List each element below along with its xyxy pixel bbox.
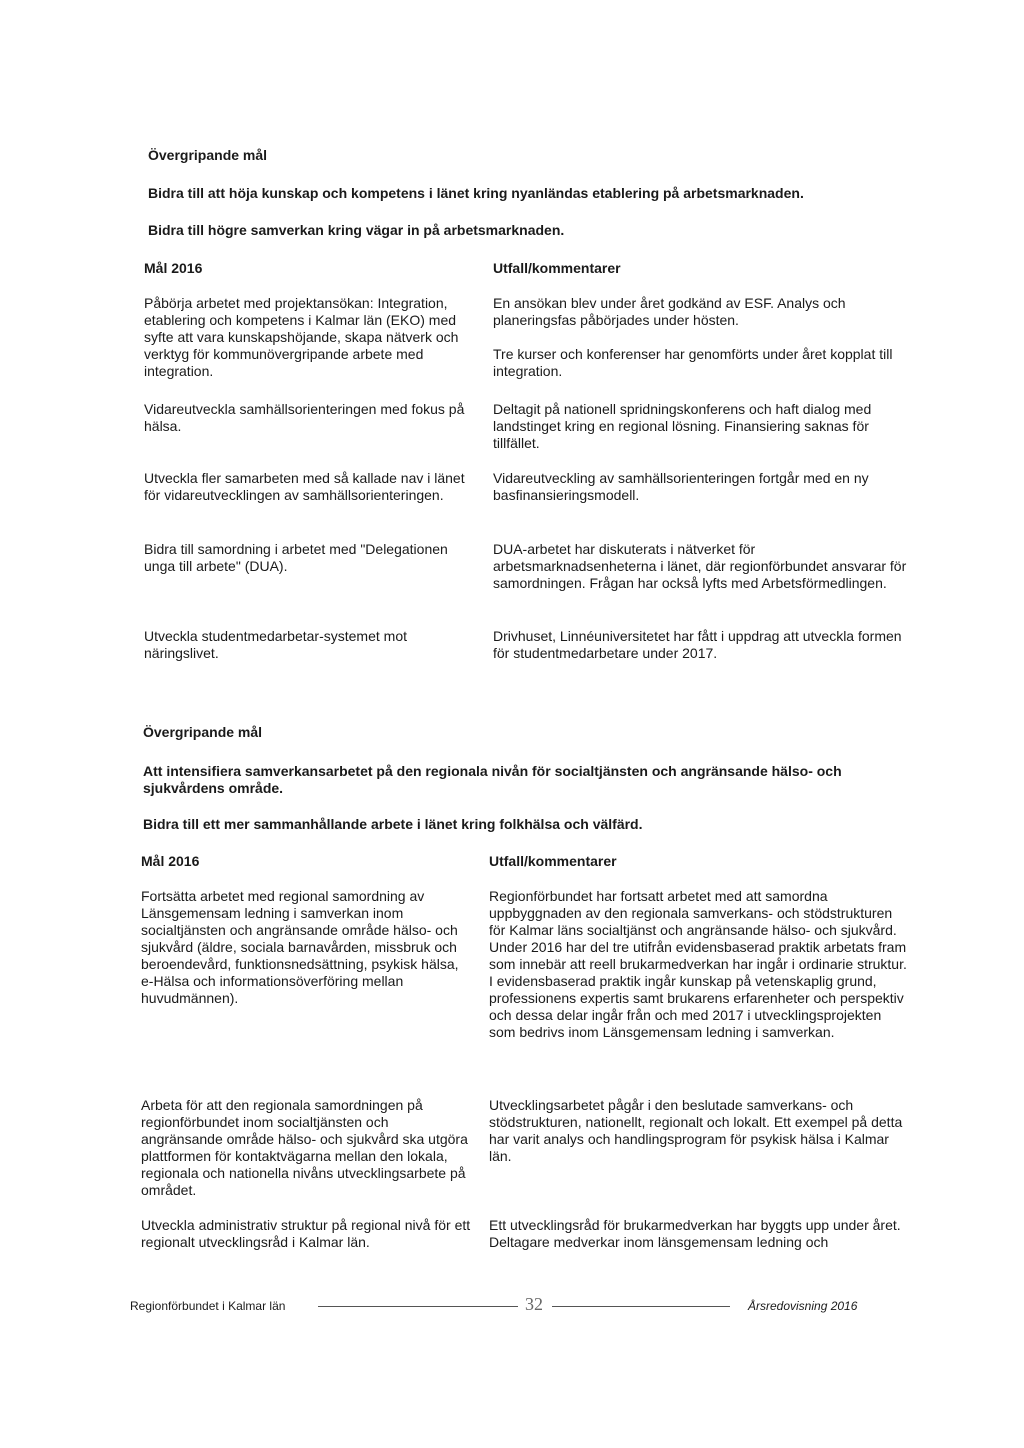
section2-row3-left: Utveckla administrativ struktur på regional nivå för ett regionalt utvecklingsråd i Kalmar län. [141,1217,471,1250]
section2-goal-2: Bidra till ett mer sammanhållande arbete i länet kring folkhälsa och välfärd. [143,816,643,832]
section2-row1-left: Fortsätta arbetet med regional samordning av Länsgemensam ledning i samverkan inom socialtjänsten och angränsande område hälso- och sjukvård (äldre, sociala barnavården, missbruk och beroendevård, funktionsnedsättning, psykisk hälsa, e-Hälsa och informationsöverföring mellan huvudmännen). [141,888,459,1006]
section1-row4-left: Bidra till samordning i arbetet med "Delegationen unga till arbete" (DUA). [144,541,448,574]
section2-row2-right: Utvecklingsarbetet pågår i den beslutade samverkans- och stödstrukturen, nationellt, regionalt och lokalt. Ett exempel på detta har varit analys och handlingsprogram för psykisk hälsa i Kalmar län. [489,1097,903,1164]
section1-row5-right: Drivhuset, Linnéuniversitetet har fått i uppdrag att utveckla formen för studentmedarbetare under 2017. [493,628,902,661]
section1-row5-left: Utveckla studentmedarbetar-systemet mot näringslivet. [144,628,407,661]
section2-heading: Övergripande mål [143,724,263,740]
section2-row3-right: Ett utvecklingsråd för brukarmedverkan har byggts upp under året. Deltagare medverkar inom länsgemensam ledning och [489,1217,901,1250]
section1-row3-right: Vidareutveckling av samhällsorienteringen fortgår med en ny basfinansieringsmodell. [493,470,869,503]
footer-page-number: 32 [525,1294,543,1314]
section1-row2-right: Deltagit på nationell spridningskonferens och haft dialog med landstinget kring en regional lösning. Finansiering saknas för tillfället. [493,401,872,451]
section1-goal-2: Bidra till högre samverkan kring vägar in på arbetsmarknaden. [148,222,565,238]
section2-row1-right: Regionförbundet har fortsatt arbetet med att samordna uppbyggnaden av den regionala samverkans- och stödstrukturen för Kalmar läns socialtjänst och angränsande hälso- och sjukvård. Under 2016 har del tre utifrån evidensbaserad praktik arbetats fram som innebär att reell brukarmedverkan har ingår i ordinarie struktur. I evidensbaserad praktik ingår kunskap på vetenskaplig grund, professionens expertis samt brukarens erfarenheter och perspektiv och dessa delar ingår från och med 2017 i utvecklingsprojekten som bedrivs inom Länsgemensam ledning i samverkan. [489,888,907,1040]
section1-row3-left: Utveckla fler samarbeten med så kallade nav i länet för vidareutvecklingen av samhällsorienteringen. [144,470,465,503]
footer-report-title: Årsredovisning 2016 [748,1299,858,1313]
section1-row4-right: DUA-arbetet har diskuterats i nätverket för arbetsmarknadsenheterna i länet, där regionförbundet ansvarar för samordningen. Frågan har också lyfts med Arbetsförmedlingen. [493,541,907,591]
section1-heading: Övergripande mål [148,147,268,163]
footer-organization: Regionförbundet i Kalmar län [130,1299,286,1313]
section2-row2-left: Arbeta för att den regionala samordningen på regionförbundet inom socialtjänsten och angränsande område hälso- och sjukvård ska utgöra plattformen för kontaktvägarna mellan den lokala, regionala och nationella nivåns utvecklingsarbete på området. [141,1097,468,1198]
section1-goal-1: Bidra till att höja kunskap och kompetens i länet kring nyanländas etablering på arbetsmarknaden. [148,185,804,201]
section1-row1-left: Påbörja arbetet med projektansökan: Integration, etablering och kompetens i Kalmar län (EKO) med syfte att vara kunskapshöjande, skapa nätverk och verktyg för kommunövergripande arbete med integration. [144,295,459,379]
section1-col-left-header: Mål 2016 [144,260,203,276]
footer-rule-left [318,1306,518,1307]
section1-row1-right: En ansökan blev under året godkänd av ESF. Analys och planeringsfas påbörjades under hösten. [493,295,846,328]
section1-row1-right-2: Tre kurser och konferenser har genomförts under året kopplat till integration. [493,346,893,379]
section2-col-left-header: Mål 2016 [141,853,200,869]
section1-col-right-header: Utfall/kommentarer [493,260,621,276]
section1-row2-left: Vidareutveckla samhällsorienteringen med fokus på hälsa. [144,401,465,434]
footer-rule-right [552,1306,730,1307]
section2-col-right-header: Utfall/kommentarer [489,853,617,869]
section2-goal-1: Att intensifiera samverkansarbetet på den regionala nivån för socialtjänsten och angränsande hälso- och sjukvårdens område. [143,763,842,796]
